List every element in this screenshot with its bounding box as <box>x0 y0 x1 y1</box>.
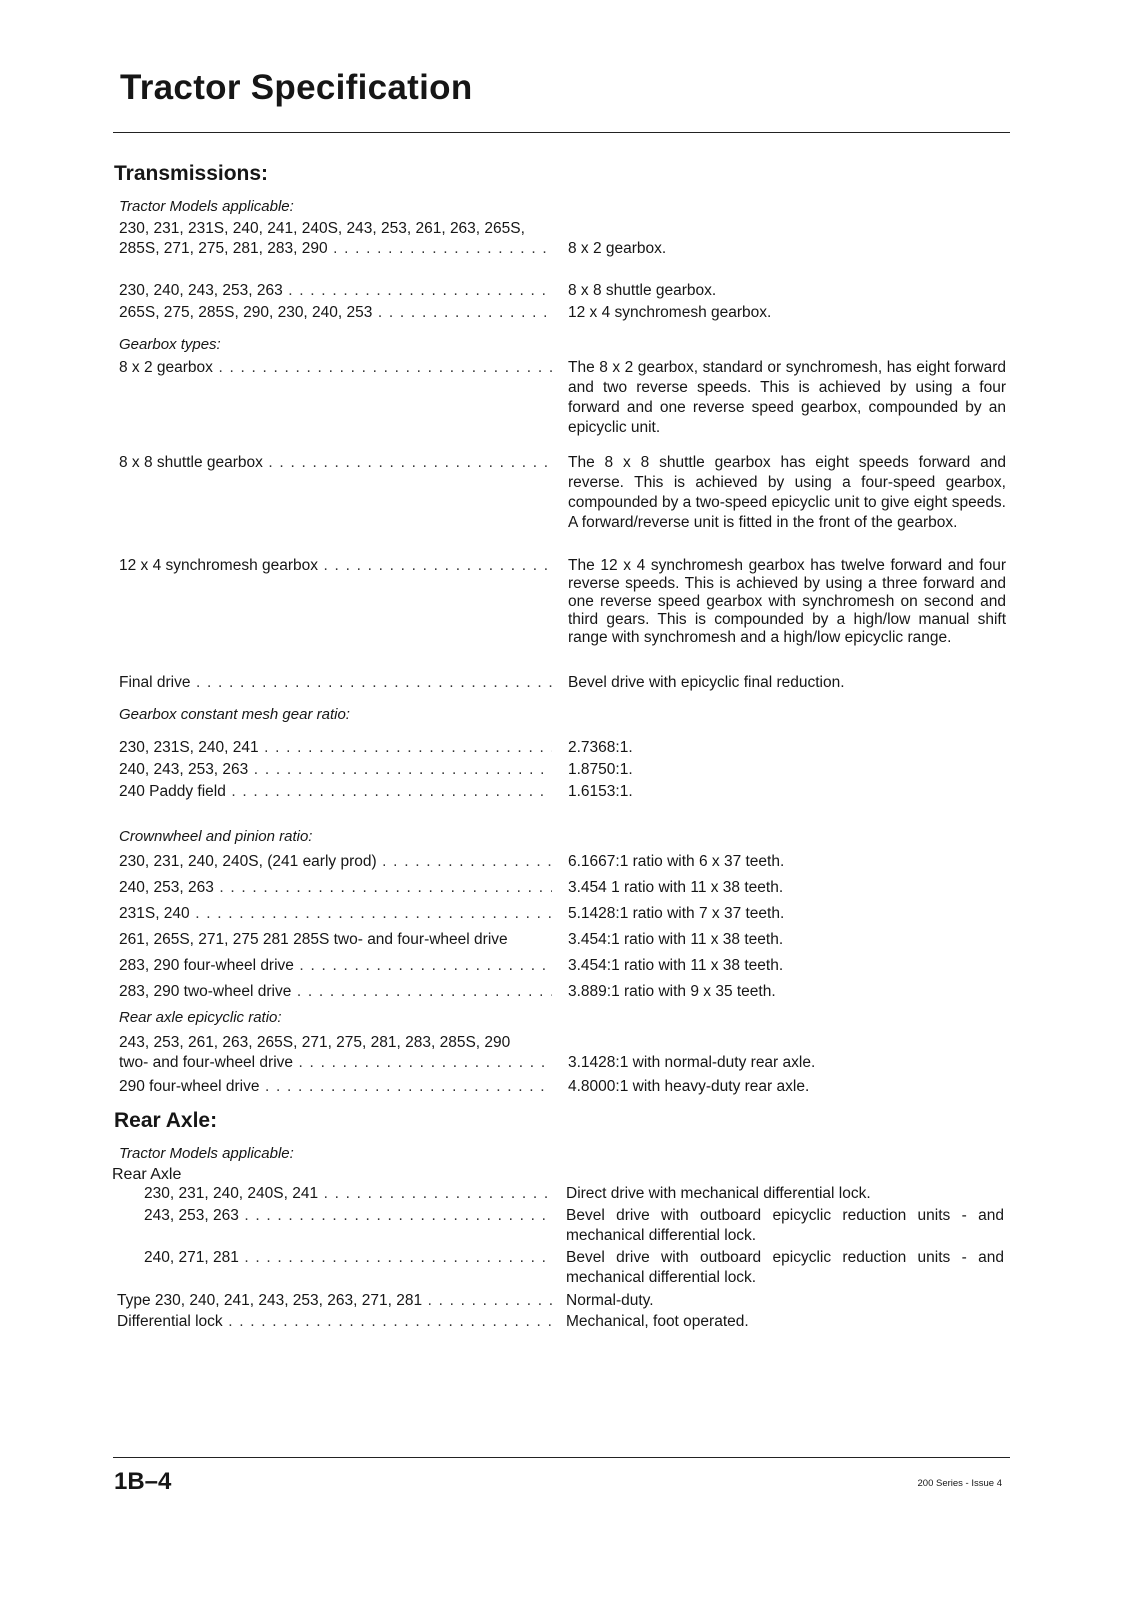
spec-value: The 12 x 4 synchromesh gearbox has twelve forward and four reverse speeds. This is achieved by using a three forward and one reverse speed gearbox with synchromesh on second and third gears. This is compounded by a high/low manual shift range with synchromesh and a high/low epicyclic range. <box>568 557 1006 646</box>
spec-label: 230, 231S, 240, 241 . . . <box>119 738 552 758</box>
spec-label: 12 x 4 synchromesh gearbox . . . <box>119 557 552 575</box>
spec-label: 230, 231, 231S, 240, 241, 240S, 243, 253, 261, 263, 265S, 285S, 271, 275, 281, 283, 290 . . . <box>119 219 552 259</box>
spec-value: Mechanical, foot operated. <box>566 1313 749 1330</box>
spec-label: 240, 243, 253, 263 . . . <box>119 760 552 780</box>
spec-label: Final drive . . . <box>119 673 552 693</box>
spec-value: Bevel drive with outboard epicyclic reduction units - and mechanical differential lock. <box>566 1249 1004 1286</box>
spec-label: Type 230, 240, 241, 243, 253, 263, 271, 281 . . . <box>117 1291 552 1311</box>
spec-value: 8 x 2 gearbox. <box>568 240 667 257</box>
spec-value: The 8 x 8 shuttle gearbox has eight speeds forward and reverse. This is achieved by using a four-speed gearbox, compounded by a two-speed epicyclic unit to give eight speeds. A forward/reverse unit is fitted in the front of the gearbox. <box>568 454 1006 531</box>
spec-value: Bevel drive with outboard epicyclic reduction units - and mechanical differential lock. <box>566 1207 1004 1244</box>
epicyclic-label: Rear axle epicyclic ratio: <box>119 1009 282 1026</box>
spec-label: 230, 231, 240, 240S, (241 early prod) . . . <box>119 852 552 872</box>
spec-label: 240, 253, 263 . . . <box>119 878 552 898</box>
spec-value: 3.454 1 ratio with 11 x 38 teeth. <box>568 879 784 896</box>
rear-axle-models-label: Tractor Models applicable: <box>119 1145 294 1162</box>
spec-value: 2.7368:1. <box>568 739 633 756</box>
spec-value: 3.454:1 ratio with 11 x 38 teeth. <box>568 957 784 974</box>
spec-label: 243, 253, 263 . . . <box>144 1206 552 1226</box>
spec-label: 265S, 275, 285S, 290, 230, 240, 253 . . . <box>119 303 552 323</box>
spec-label: Differential lock . . . <box>117 1312 552 1332</box>
spec-label: 8 x 2 gearbox . . . <box>119 358 552 378</box>
spec-value: 5.1428:1 ratio with 7 x 37 teeth. <box>568 905 785 922</box>
spec-label: 283, 290 two-wheel drive . . . <box>119 982 552 1002</box>
transmissions-heading: Transmissions: <box>114 162 269 185</box>
spec-label: 290 four-wheel drive . . . <box>119 1077 552 1097</box>
spec-value: The 8 x 2 gearbox, standard or synchromesh, has eight forward and two reverse speeds. This is achieved by using a four forward and one reverse speed gearbox, compounded by an epicyclic unit. <box>568 359 1006 436</box>
spec-label: 230, 231, 240, 240S, 241 . . . <box>144 1184 552 1204</box>
spec-label: 230, 240, 243, 253, 263 . . . <box>119 281 552 301</box>
spec-label: 8 x 8 shuttle gearbox . . . <box>119 453 552 473</box>
spec-label: 240, 271, 281 . . . <box>144 1248 552 1268</box>
spec-value: 8 x 8 shuttle gearbox. <box>568 282 717 299</box>
top-rule <box>113 132 1010 133</box>
spec-label: 283, 290 four-wheel drive . . . <box>119 956 552 976</box>
spec-value: 1.8750:1. <box>568 761 633 778</box>
issue-label: 200 Series - Issue 4 <box>917 1478 1002 1489</box>
spec-value: 3.1428:1 with normal-duty rear axle. <box>568 1054 816 1071</box>
spec-value: 1.6153:1. <box>568 783 633 800</box>
spec-value: Bevel drive with epicyclic final reduction. <box>568 674 845 691</box>
rear-axle-heading: Rear Axle: <box>114 1109 218 1132</box>
spec-value: 12 x 4 synchromesh gearbox. <box>568 304 772 321</box>
gearbox-types-label: Gearbox types: <box>119 336 221 353</box>
spec-label: 261, 265S, 271, 275 281 285S two- and four-wheel drive <box>119 931 508 948</box>
spec-label: 231S, 240 . . . <box>119 904 552 924</box>
spec-label: 243, 253, 261, 263, 265S, 271, 275, 281, 283, 285S, 290 two- and four-wheel drive . . . <box>119 1033 552 1073</box>
transmissions-models-label: Tractor Models applicable: <box>119 198 294 215</box>
spec-value: 6.1667:1 ratio with 6 x 37 teeth. <box>568 853 785 870</box>
spec-value: 3.454:1 ratio with 11 x 38 teeth. <box>568 931 784 948</box>
spec-value: 4.8000:1 with heavy-duty rear axle. <box>568 1078 810 1095</box>
rear-axle-group-label: Rear Axle <box>112 1166 182 1183</box>
crownwheel-label: Crownwheel and pinion ratio: <box>119 828 313 845</box>
spec-value: 3.889:1 ratio with 9 x 35 teeth. <box>568 983 776 1000</box>
spec-label: 240 Paddy field . . . <box>119 782 552 802</box>
spec-value: Direct drive with mechanical differential lock. <box>566 1185 871 1202</box>
constant-mesh-label: Gearbox constant mesh gear ratio: <box>119 706 350 723</box>
spec-value: Normal-duty. <box>566 1292 654 1309</box>
bottom-rule <box>113 1457 1010 1458</box>
page-title: Tractor Specification <box>120 68 473 107</box>
page-number: 1B–4 <box>114 1468 172 1495</box>
